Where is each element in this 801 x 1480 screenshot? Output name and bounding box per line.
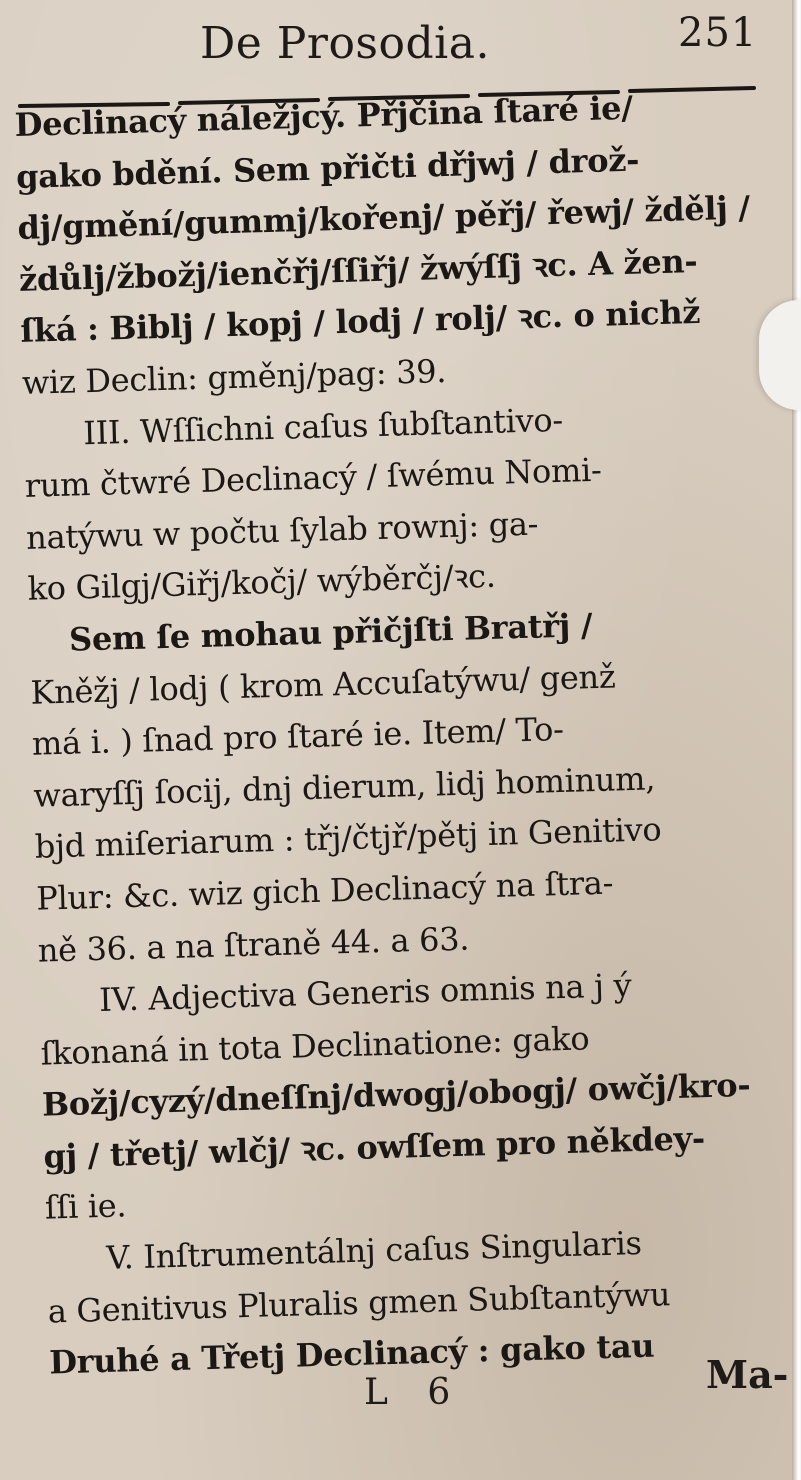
text-line: ko Gilgj/Giřj/kočj/ wýběrčj/ꝛc.: [27, 557, 497, 609]
text-line: III. Wſſichni caſus ſubſtantivo-: [82, 400, 564, 452]
text-line: natýwu w počtu ſylab rownj: ga-: [25, 504, 539, 557]
text-line: ſká : Biblj / kopj / lodj / rolj/ ꝛc. o nichž: [19, 293, 701, 351]
text-line: rum čtwré Declinacý / ſwému Nomi-: [24, 450, 602, 505]
text-line: Sem ſe mohau přičjſti Bratřj /: [68, 606, 593, 659]
text-line: ždůlj/žbožj/ienčřj/ſſiřj/ žwýſſj ꝛc. A žen-: [18, 241, 698, 299]
text-line: V. Inſtrumentálnj caſus Singularis: [105, 1223, 643, 1277]
text-line: gj / třetj/ wlčj/ ꝛc. owſſem pro někdey-: [42, 1118, 706, 1176]
text-line: waryſſj ſocij, dnj dierum, lidj hominum,: [32, 759, 656, 815]
text-line: wiz Declin: gměnj/pag: 39.: [21, 352, 447, 402]
page-edge: [792, 0, 801, 1480]
text-line: má i. ) ſnad pro ſtaré ie. Item/ To-: [31, 710, 565, 763]
text-line: Kněžj / lodj ( krom Accuſatýwu/ genž: [30, 656, 616, 712]
text-line: dj/gmění/gummj/kořenj/ pěřj/ řewj/ ždělj /: [17, 188, 751, 248]
text-line: ně 36. a na ſtraně 44. a 63.: [37, 919, 470, 970]
text-line: gako bdění. Sem přičti dřjwj / drož-: [15, 140, 640, 196]
text-line: Druhé a Třetj Declinacý : gako tau: [48, 1326, 655, 1382]
body-text: [14, 78, 792, 1389]
text-line: a Genitivus Pluralis gmen Subſtantýwu: [47, 1274, 671, 1331]
text-line: bjd miſeriarum : třj/čtjř/pětj in Genitivo: [34, 810, 662, 867]
page-number: 251: [678, 10, 758, 56]
text-line: ſkonaná in tota Declinatione: gako: [40, 1018, 590, 1073]
catchword: Ma-: [706, 1352, 789, 1397]
text-line: ſſi ie.: [44, 1186, 127, 1228]
page-title: De Prosodia.: [200, 18, 490, 69]
text-line: Božj/cyzý/dneſſnj/dwogj/obogj/ owčj/kro-: [41, 1066, 751, 1124]
text-line: IV. Adjectiva Generis omnis na j ý: [98, 966, 632, 1020]
signature-mark: L 6: [364, 1372, 465, 1413]
text-line: Plur: &c. wiz gich Declinacý na ſtra-: [35, 863, 614, 918]
text-line: Declinacý náležjcý. Přjčina ſtaré ie/: [14, 88, 634, 144]
